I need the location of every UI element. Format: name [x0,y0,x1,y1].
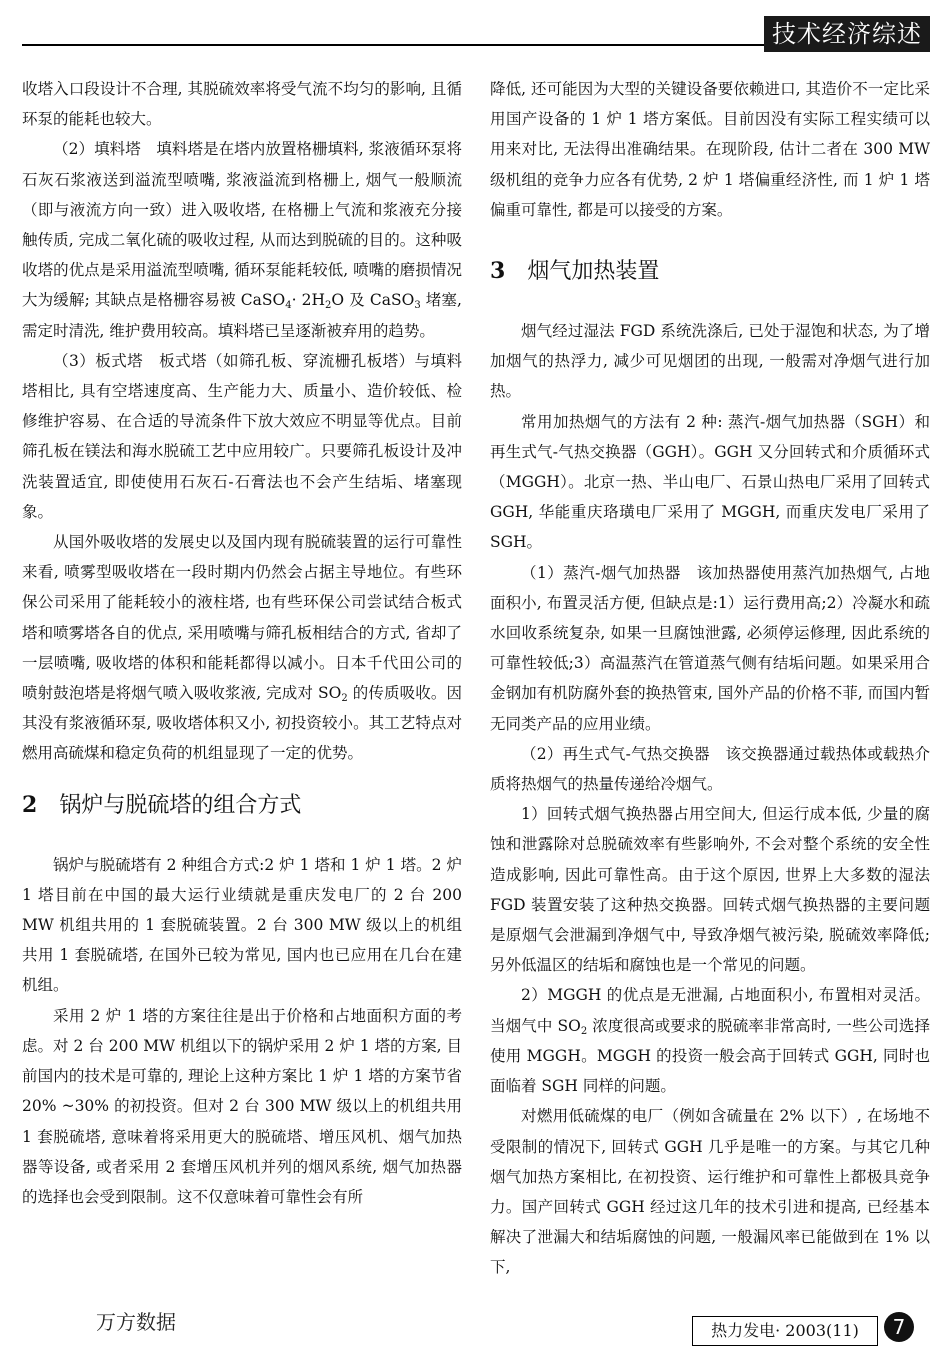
page-number: 7 [884,1312,914,1342]
paragraph: 采用 2 炉 1 塔的方案往往是出于价格和占地面积方面的考虑。对 2 台 200 MW 机组以下的锅炉采用 2 炉 1 塔的方案, 目前国内的技术是可靠的, 理论上这种方案比 1 炉 1 塔的方案节省 20% ~30% 的初投资。但对 2 台 300 MW 级以上的机组共用 1 套脱硫塔, 意味着将采用更大的脱硫塔、增压风机、烟气加热器等设备, 或者采用 2 套增压风机并列的烟风系统, 烟气加热器的选择也会受到限制。这不仅意味着可靠性会有所 [22,1006,462,1206]
paragraph: 烟气经过湿法 FGD 系统洗涤后, 已处于湿饱和状态, 为了增加烟气的热浮力, 减少可见烟团的出现, 一般需对净烟气进行加热。 [490,322,930,401]
paragraph: 收塔入口段设计不合理, 其脱硫效率将受气流不均匀的影响, 且循环泵的能耗也较大。 [22,80,462,129]
paragraph: 从国外吸收塔的发展史以及国内现有脱硫装置的运行可靠性来看, 喷雾型吸收塔在一段时期内仍然会占据主导地位。有些环保公司采用了能耗较小的液柱塔, 也有些环保公司尝试结合板式塔和喷雾塔各自的优点, 采用喷嘴与筛孔板相结合的方式, 省却了一层喷嘴, 吸收塔的体积和能耗都得以减小。日本千代田公司的喷射鼓泡塔是将烟气喷入吸收浆液, 完成对 $SO_2$ 的传质吸收。因其没有浆液循环泵, 吸收塔体积又小, 初投资较小。其工艺特点对燃用高硫煤和稳定负荷的机组显现了一定的优势。 [22,533,462,763]
journal-citation: 热力发电· 2003(11) [692,1316,878,1346]
section-heading-3: 3 烟气加热装置 [490,258,660,285]
paragraph-ggh: （2）再生式气-气热交换器 该交换器通过载热体或载热介质将热烟气的热量传递给冷烟气。 [490,744,930,794]
paragraph-mggh: 2）MGGH 的优点是无泄漏, 占地面积小, 布置相对灵活。当烟气中 $SO_2$ 浓度很高或要求的脱硫率非常高时, 一些公司选择使用 MGGH。MGGH 的投资一般会高于回转式 GGH, 同时也面临着 SGH 同样的问题。 [490,986,930,1096]
paragraph: 降低, 还可能因为大型的关键设备要依赖进口, 其造价不一定比采用国产设备的 1 炉 1 塔方案低。目前因没有实际工程实绩可以用来对比, 无法得出准确结果。在现阶段, 估计二者在 300 MW 级机组的竞争力应各有优势, 2 炉 1 塔偏重经济性, 而 1 炉 1 塔偏重可靠性, 都是可以接受的方案。 [490,80,930,219]
section-heading-2: 2 锅炉与脱硫塔的组合方式 [22,791,302,818]
footer-brand: 万方数据 [96,1310,176,1334]
paragraph-packed-tower: （2）填料塔 填料塔是在塔内放置格栅填料, 浆液循环泵将石灰石浆液送到溢流型喷嘴, 浆液溢流到格栅上, 烟气一般顺流（即与液流方向一致）进入吸收塔, 在格栅上气流和浆液充分接触传质, 完成二氧化硫的吸收过程, 从而达到脱硫的目的。这种吸收塔的优点是采用溢流型喷嘴, 循环泵能耗较低, 喷嘴的磨损情况大为缓解; 其缺点是格栅容易被 CaSO$_4$· $2H_2O$ 及 CaSO$_3$ 堵塞, 需定时清洗, 维护费用较高。填料塔已呈逐渐被弃用的趋势。 [22,140,462,340]
paragraph: 锅炉与脱硫塔有 2 种组合方式:2 炉 1 塔和 1 炉 1 塔。2 炉 1 塔目前在中国的最大运行业绩就是重庆发电厂的 2 台 200 MW 机组共用的 1 套脱硫装置。2 台 300 MW 级以上的机组共用 1 套脱硫塔, 在国外已较为常见, 国内也已应用在几台在建机组。 [22,855,462,995]
paragraph: 对燃用低硫煤的电厂（例如含硫量在 2% 以下）, 在场地不受限制的情况下, 回转式 GGH 几乎是唯一的方案。与其它几种烟气加热方案相比, 在初投资、运行维护和可靠性上都极具竞争力。国产回转式 GGH 经过这几年的技术引进和提高, 已经基本解决了泄漏大和结垢腐蚀的问题, 一般漏风率已能做到在 1% 以下, [490,1107,930,1277]
section-tag: 技术经济综述 [764,16,930,52]
paragraph-sgh: （1）蒸汽-烟气加热器 该加热器使用蒸汽加热烟气, 占地面积小, 布置灵活方便, 但缺点是:1）运行费用高;2）冷凝水和疏水回收系统复杂, 如果一旦腐蚀泄露, 必须停运修理, 因此系统的可靠性较低;3）高温蒸汽在管道蒸气侧有结垢问题。如果采用合金钢加有机防腐外套的换热管束, 国外产品的价格不菲, 而国内暂无同类产品的应用业绩。 [490,563,930,733]
header-rule [22,44,782,46]
paragraph: 1）回转式烟气换热器占用空间大, 但运行成本低, 少量的腐蚀和泄露除对总脱硫效率有些影响外, 不会对整个系统的安全性造成影响, 因此可靠性高。由于这个原因, 世界上大多数的湿法 FGD 装置安装了这种热交换器。回转式烟气换热器的主要问题是原烟气会泄漏到净烟气中, 导致净烟气被污染, 脱硫效率降低; 另外低温区的结垢和腐蚀也是一个常见的问题。 [490,805,930,975]
left-column [22,74,462,1212]
paragraph-plate-tower: （3）板式塔 板式塔（如筛孔板、穿流栅孔板塔）与填料塔相比, 具有空塔速度高、生产能力大、质量小、造价较低、检修维护容易、在合适的导流条件下放大效应不明显等优点。目前筛孔板在镁法和海水脱硫工艺中应用较广。只要筛孔板设计及冲洗装置适宜, 即使使用石灰石-石膏法也不会产生结垢、堵塞现象。 [22,351,462,521]
right-column [490,74,930,1283]
paragraph: 常用加热烟气的方法有 2 种: 蒸汽-烟气加热器（SGH）和再生式气-气热交换器（GGH）。GGH 又分回转式和介质循环式（MGGH）。北京一热、半山电厂、石景山热电厂采用了回转式 GGH, 华能重庆珞璜电厂采用了 MGGH, 而重庆发电厂采用了 SGH。 [490,412,930,552]
